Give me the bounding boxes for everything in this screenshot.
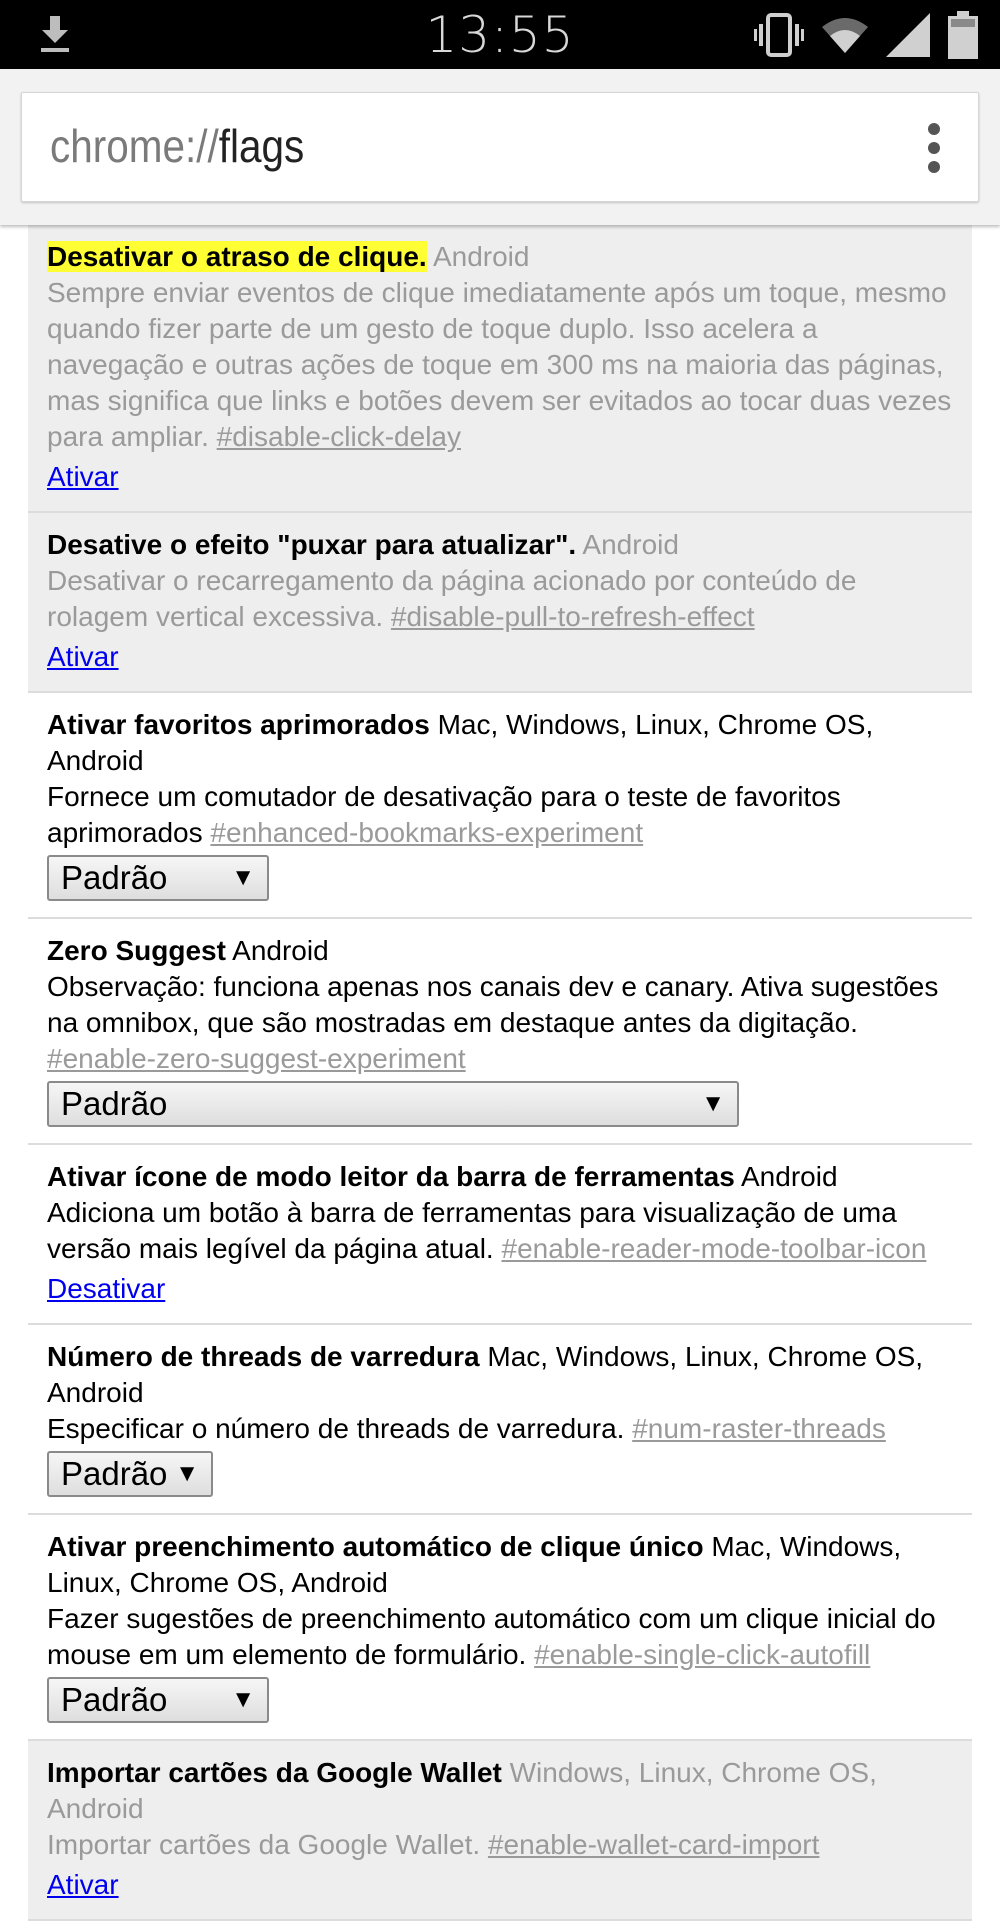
experiment-name: Desative o efeito "puxar para atualizar". [47, 529, 577, 560]
experiment-select[interactable] [47, 1451, 213, 1497]
experiment-description: Especificar o número de threads de varredura. [47, 1413, 625, 1444]
signal-icon [886, 13, 930, 57]
experiment-name: Importar cartões da Google Wallet [47, 1757, 502, 1788]
enable-link[interactable]: Ativar [47, 1869, 119, 1900]
flags-list [28, 225, 972, 1921]
experiment-description: Desativar o recarregamento da página acionado por conteúdo de rolagem vertical excessiva. [47, 565, 857, 632]
experiment-enhanced-bookmarks [28, 693, 972, 919]
experiment-select[interactable] [47, 855, 269, 901]
select-value: Padrão [61, 1455, 168, 1492]
dropdown-arrow-icon: ▼ [701, 1090, 725, 1117]
clock: 13:55 [425, 6, 575, 64]
experiment-select[interactable] [47, 1677, 269, 1723]
experiment-permalink[interactable]: #enable-wallet-card-import [487, 1829, 820, 1860]
status-bar [0, 0, 1000, 69]
wifi-icon [822, 15, 868, 55]
omnibox[interactable] [21, 92, 979, 202]
experiment-platforms: Android [741, 1161, 838, 1192]
experiment-platforms: Mac, Windows, Linux, Chrome OS, Android [47, 1341, 924, 1408]
experiment-name: Número de threads de varredura [47, 1341, 480, 1372]
experiment-description: Sempre enviar eventos de clique imediatamente após um toque, mesmo quando fizer parte de um gesto de toque duplo. Isso acelera a navegação e outras ações de toque em 300 ms na maioria das páginas, mas significa que links e botões devem ser evitados ao tocar duas vezes para ampliar. [47, 277, 952, 452]
experiment-description: Fornece um comutador de desativação para o teste de favoritos aprimorados [47, 781, 841, 848]
experiment-permalink[interactable]: #enhanced-bookmarks-experiment [210, 817, 644, 848]
experiment-reader-mode-toolbar-icon [28, 1145, 972, 1325]
experiment-name: Desativar o atraso de clique. [47, 241, 427, 272]
experiment-platforms: Mac, Windows, Linux, Chrome OS, Android [47, 1531, 902, 1598]
vibrate-icon [754, 13, 804, 57]
select-value: Padrão [61, 1681, 168, 1718]
url-host: flags [218, 120, 305, 172]
experiment-platforms: Android [432, 241, 530, 272]
experiment-disable-pull-to-refresh [28, 513, 972, 693]
experiment-permalink[interactable]: #enable-zero-suggest-experiment [47, 1043, 466, 1074]
experiment-num-raster-threads [28, 1325, 972, 1515]
experiment-platforms: Android [582, 529, 679, 560]
dropdown-arrow-icon: ▼ [175, 1460, 199, 1487]
experiment-description: Fazer sugestões de preenchimento automático com um clique inicial do mouse em um elemento de formulário. [47, 1603, 936, 1670]
experiment-name: Zero Suggest [47, 935, 226, 966]
experiment-permalink[interactable]: #enable-single-click-autofill [534, 1639, 871, 1670]
experiment-select[interactable] [47, 1081, 739, 1127]
experiment-zero-suggest [28, 919, 972, 1145]
experiment-name: Ativar favoritos aprimorados [47, 709, 430, 740]
experiment-description: Adiciona um botão à barra de ferramentas para visualização de uma versão mais legível da página atual. [47, 1197, 897, 1264]
experiment-permalink[interactable]: #enable-reader-mode-toolbar-icon [501, 1233, 927, 1264]
experiment-description: Observação: funciona apenas nos canais dev e canary. Ativa sugestões na omnibox, que são mostradas em destaque antes da digitação. [47, 971, 939, 1038]
experiment-name: Ativar ícone de modo leitor da barra de ferramentas [47, 1161, 735, 1192]
experiment-disable-click-delay [28, 225, 972, 513]
experiment-wallet-card-import [28, 1741, 972, 1921]
enable-link[interactable]: Ativar [47, 641, 119, 672]
experiment-name: Ativar preenchimento automático de clique único [47, 1531, 704, 1562]
experiment-platforms: Android [232, 935, 329, 966]
battery-icon [948, 11, 978, 59]
select-value: Padrão [61, 859, 168, 896]
browser-toolbar [0, 69, 1000, 225]
url-scheme: chrome:// [50, 120, 219, 172]
disable-link[interactable]: Desativar [47, 1273, 166, 1304]
dropdown-arrow-icon: ▼ [231, 1686, 255, 1713]
experiment-platforms: Windows, Linux, Chrome OS, Android [47, 1757, 877, 1824]
enable-link[interactable]: Ativar [47, 461, 119, 492]
experiment-single-click-autofill [28, 1515, 972, 1741]
experiment-permalink[interactable]: #num-raster-threads [632, 1413, 886, 1444]
experiment-platforms: Mac, Windows, Linux, Chrome OS, Android [47, 709, 874, 776]
select-value: Padrão [61, 1085, 168, 1122]
experiment-description: Importar cartões da Google Wallet. [47, 1829, 481, 1860]
url-text[interactable] [50, 119, 304, 173]
dropdown-arrow-icon: ▼ [231, 864, 255, 891]
experiment-permalink[interactable]: #disable-pull-to-refresh-effect [390, 601, 755, 632]
overflow-menu-icon[interactable] [926, 123, 942, 173]
experiment-permalink[interactable]: #disable-click-delay [216, 421, 461, 452]
